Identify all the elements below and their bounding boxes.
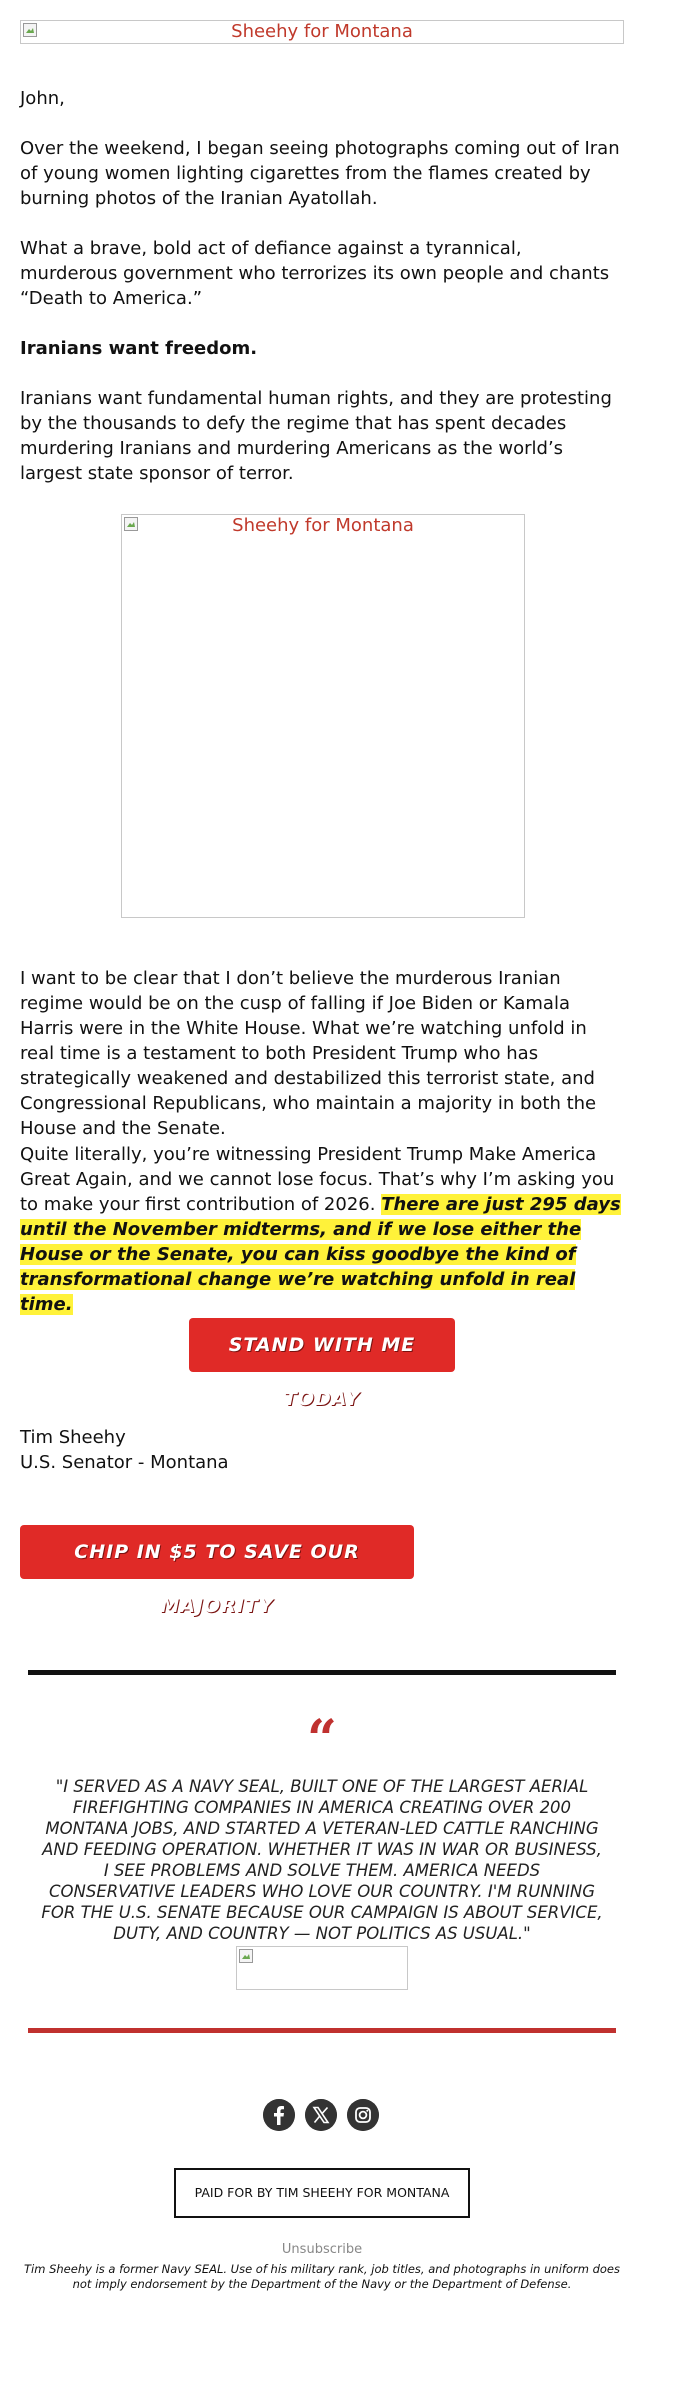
military-disclaimer: Tim Sheehy is a former Navy SEAL. Use of his military rank, job titles, and photographs in uniform does not imply endorsement by the Department of the Navy or the Department of Defense. (24, 2262, 620, 2291)
broken-image-icon (124, 517, 138, 531)
header-image-alt: Sheehy for Montana (231, 21, 413, 42)
paragraph-6 (20, 1142, 624, 1317)
signature-image (236, 1946, 408, 1990)
paragraph-5: I want to be clear that I don’t believe the murderous Iranian regime would be on the cusp of falling if Joe Biden or Kamala Harris were in the White House. What we’re watching unfold in real time is a testament to both President Trump who has strategically weakened and destabilized this terrorist state, and Congressional Republicans, who maintain a majority in both the House and the Senate. (20, 968, 597, 1139)
black-divider (28, 1670, 616, 1675)
broken-image-icon (239, 1949, 253, 1963)
signature-name: Tim Sheehy (20, 1427, 126, 1448)
x-icon[interactable] (305, 2099, 337, 2131)
paragraph-2: What a brave, bold act of defiance against a tyrannical, murderous government who terrorizes its own people and chants “Death to America.” (20, 238, 610, 309)
paragraph-3-bold: Iranians want freedom. (20, 338, 258, 359)
instagram-icon[interactable] (347, 2099, 379, 2131)
stand-with-me-button[interactable]: STAND WITH ME TODAY (189, 1318, 455, 1372)
greeting: John, (20, 88, 65, 109)
chip-in-button[interactable]: CHIP IN $5 TO SAVE OUR MAJORITY (20, 1525, 414, 1579)
highlighted-urgency-text: There are just 295 days until the November midterms, and if we lose either the House or the Senate, you can kiss goodbye the kind of transformational change we’re watching unfold in real time. (20, 1194, 621, 1315)
candidate-quote: "I SERVED AS A NAVY SEAL, BUILT ONE OF THE LARGEST AERIAL FIREFIGHTING COMPANIES IN AMERICA CREATING OVER 200 MONTANA JOBS, AND STARTED A VETERAN-LED CATTLE RANCHING AND FEEDING OPERATION. WHETHER IT WAS IN WAR OR BUSINESS, I SEE PROBLEMS AND SOLVE THEM. AMERICA NEEDS CONSERVATIVE LEADERS WHO LOVE OUR COUNTRY. I'M RUNNING FOR THE U.S. SENATE BECAUSE OUR CAMPAIGN IS ABOUT SERVICE, DUTY, AND COUNTRY — NOT POLITICS AS USUAL." (41, 1777, 603, 1943)
header-banner-image[interactable] (20, 20, 624, 44)
paragraph-6-text: Quite literally, you’re witnessing President Trump Make America Great Again, and we cannot lose focus. That’s why I’m asking you to make your first contribution of 2026. (20, 1144, 615, 1215)
campaign-image[interactable] (121, 514, 525, 918)
signature-title: U.S. Senator - Montana (20, 1452, 229, 1473)
facebook-icon[interactable] (263, 2099, 295, 2131)
paragraph-1: Over the weekend, I began seeing photographs coming out of Iran of young women lighting cigarettes from the flames created by burning photos of the Iranian Ayatollah. (20, 138, 620, 209)
campaign-image-alt: Sheehy for Montana (232, 515, 414, 536)
red-divider (28, 2028, 616, 2033)
paid-for-by-box: PAID FOR BY TIM SHEEHY FOR MONTANA (174, 2168, 470, 2218)
broken-image-icon (23, 23, 37, 37)
paragraph-4: Iranians want fundamental human rights, and they are protesting by the thousands to defy the regime that has spent decades murdering Iranians and murdering Americans as the world’s largest state sponsor of terror. (20, 388, 612, 484)
quote-mark-icon: “ (307, 1709, 337, 1770)
unsubscribe-link[interactable]: Unsubscribe (281, 2242, 363, 2257)
